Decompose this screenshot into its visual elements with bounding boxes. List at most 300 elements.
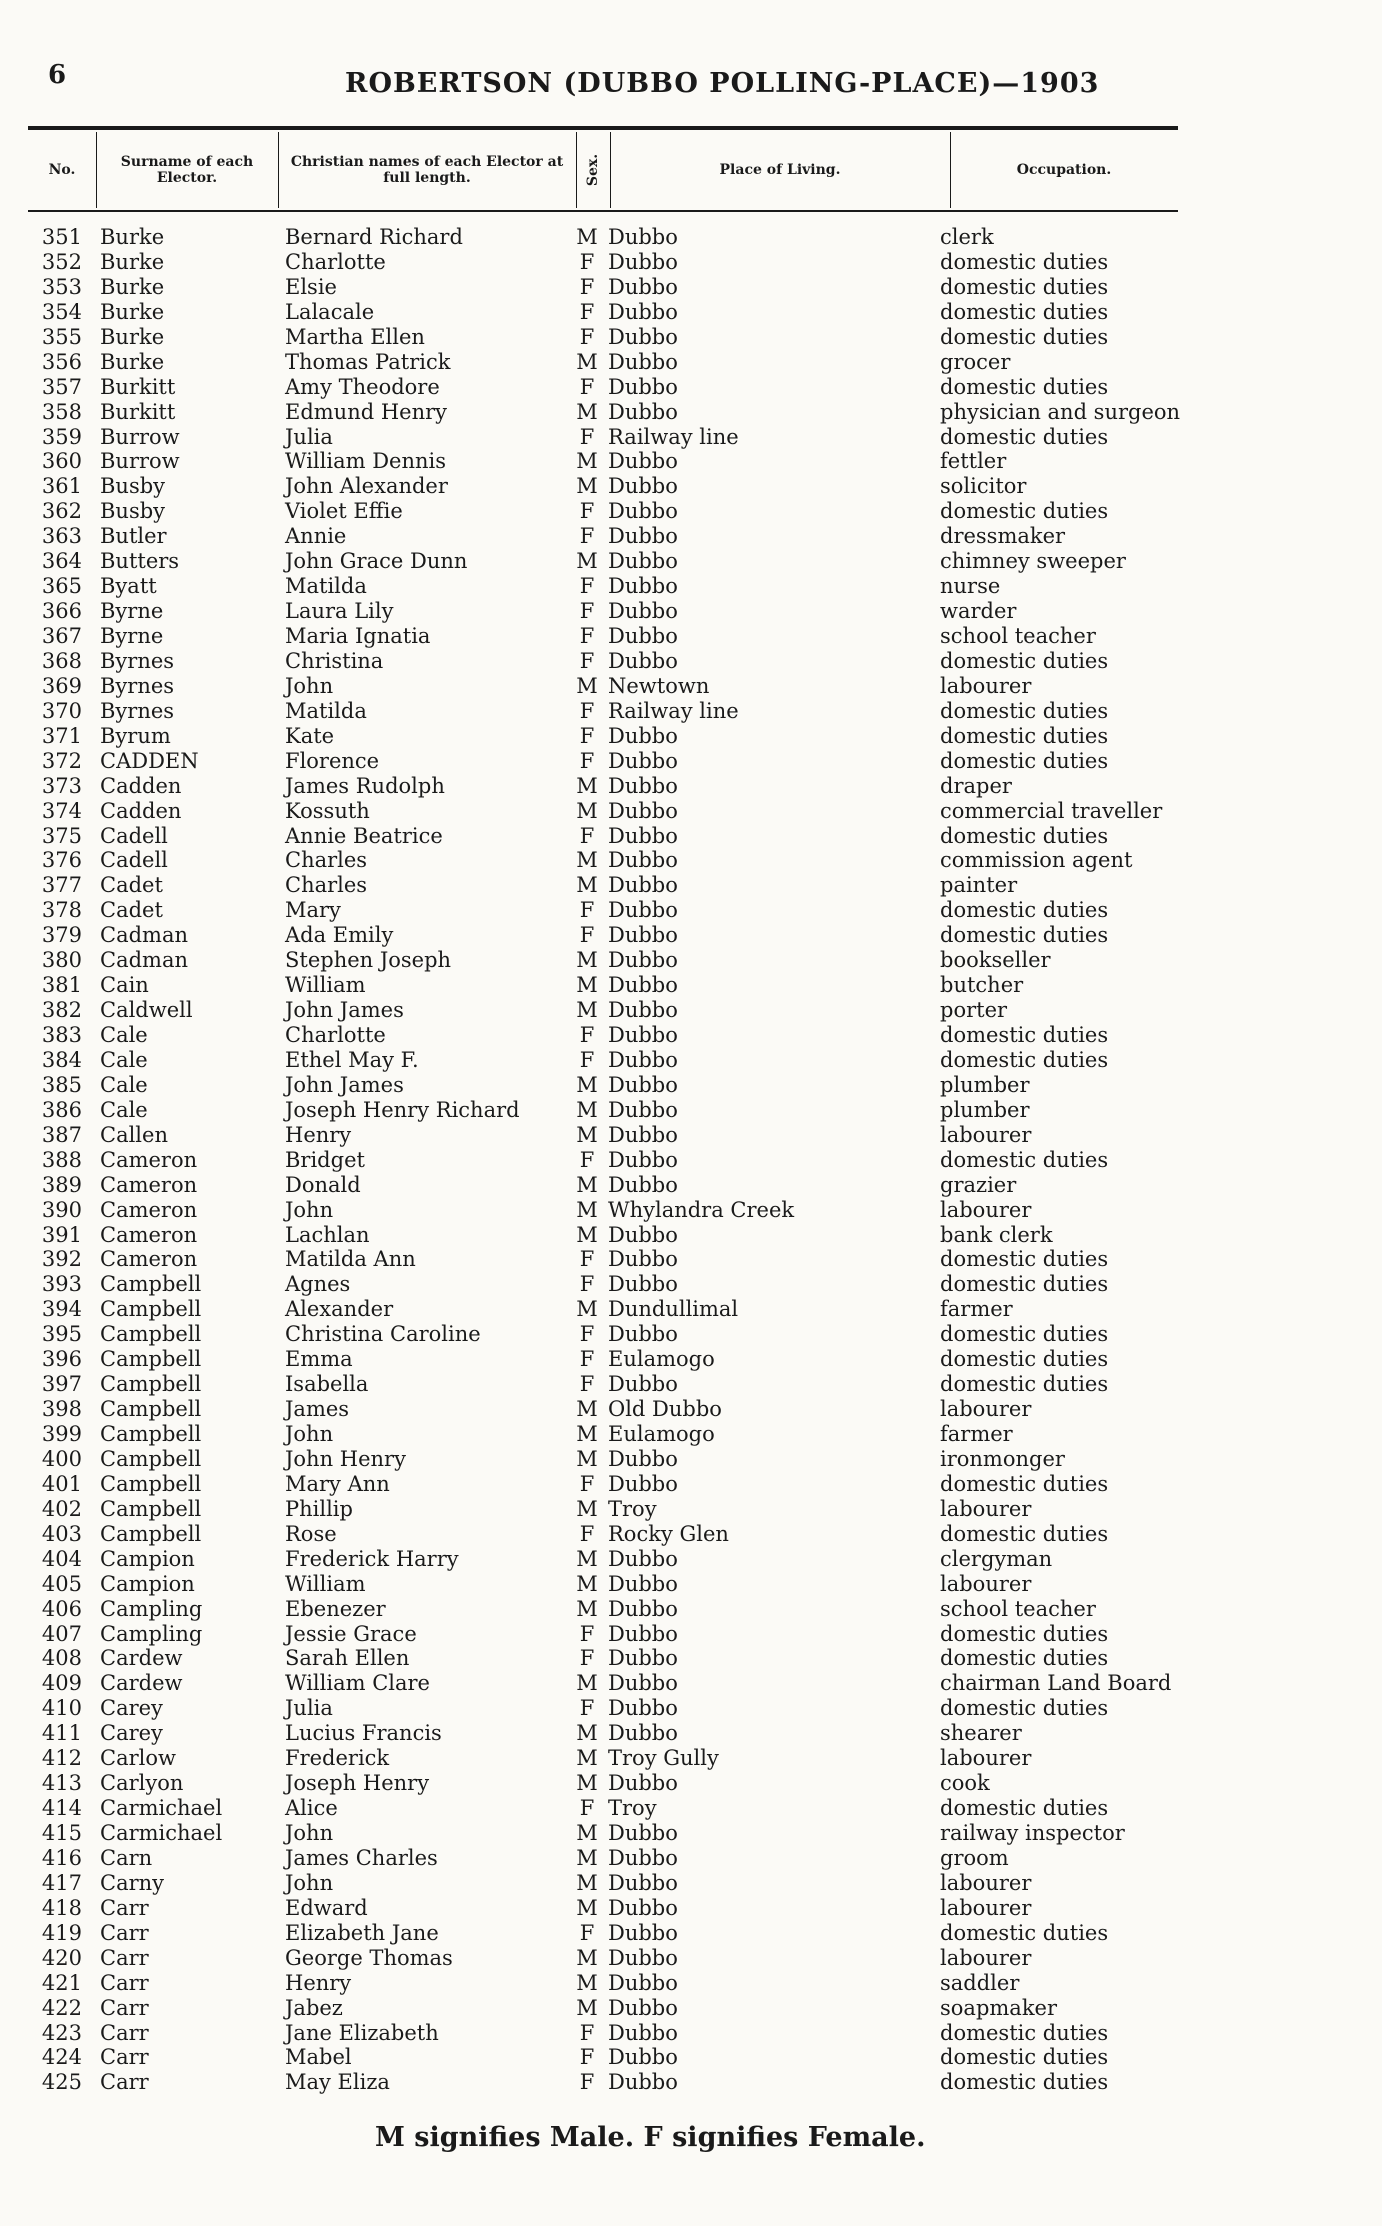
elector-christian-names: William [285,973,366,998]
table-row [0,923,1382,948]
header-sex-label: Sex. [584,153,601,187]
table-row [0,375,1382,400]
elector-surname: Carey [100,1696,163,1721]
elector-sex: M [576,1446,598,1471]
elector-occupation: plumber [940,1097,1030,1122]
elector-occupation: commission agent [940,848,1133,873]
elector-christian-names: Violet Effie [285,499,403,524]
elector-surname: Cadman [100,948,188,973]
elector-occupation: labourer [940,1571,1032,1596]
elector-surname: Campbell [100,1422,202,1446]
elector-surname: Carr [100,2045,149,2070]
elector-christian-names: Phillip [285,1496,353,1521]
table-row [0,400,1382,425]
elector-sex: F [579,1372,595,1397]
elector-number: 358 [41,399,82,424]
elector-sex: M [576,1870,598,1895]
elector-occupation: domestic duties [940,1247,1109,1272]
elector-surname: Carn [100,1845,153,1870]
elector-surname: CADDEN [100,748,199,773]
elector-number: 401 [41,1471,82,1496]
elector-christian-names: John [285,1870,334,1895]
elector-number: 379 [41,923,82,948]
elector-place-of-living: Dubbo [608,2070,678,2095]
elector-number: 417 [41,1870,82,1895]
elector-sex: M [576,1122,598,1147]
elector-place-of-living: Dubbo [608,1446,678,1471]
elector-occupation: domestic duties [940,1471,1109,1496]
elector-number: 369 [41,673,82,698]
elector-surname: Burke [100,249,165,274]
elector-occupation: fettler [940,449,1007,474]
elector-place-of-living: Dubbo [608,1920,678,1945]
elector-place-of-living: Dubbo [608,1222,678,1247]
elector-occupation: school teacher [940,1596,1096,1621]
elector-surname: Carlow [100,1746,176,1771]
elector-place-of-living: Dubbo [608,923,678,948]
elector-surname: Carr [100,1970,149,1995]
elector-sex: M [576,1746,598,1771]
elector-place-of-living: Eulamogo [608,1422,715,1446]
table-row [0,1996,1382,2021]
elector-number: 373 [41,773,82,798]
elector-number: 399 [41,1422,82,1446]
elector-surname: Campbell [100,1272,202,1297]
table-row [0,2021,1382,2046]
elector-place-of-living: Dubbo [608,723,678,748]
elector-occupation: domestic duties [940,1521,1109,1546]
elector-place-of-living: Dubbo [608,1247,678,1272]
elector-occupation: domestic duties [940,2045,1109,2070]
elector-occupation: domestic duties [940,1696,1109,1721]
header-rule [28,210,1178,212]
table-row [0,998,1382,1023]
elector-christian-names: James Rudolph [285,773,445,798]
elector-surname: Butters [100,549,180,574]
elector-place-of-living: Troy [608,1496,657,1521]
elector-sex: M [576,474,598,499]
elector-occupation: clergyman [940,1546,1053,1571]
elector-surname: Campbell [100,1496,202,1521]
elector-place-of-living: Dubbo [608,1721,678,1746]
elector-surname: Carr [100,1895,149,1920]
elector-surname: Burrow [100,449,180,474]
top-rule [28,126,1178,130]
elector-occupation: domestic duties [940,299,1109,324]
elector-sex: F [579,2070,595,2095]
elector-surname: Carr [100,1920,149,1945]
elector-occupation: labourer [940,1122,1032,1147]
elector-christian-names: Christina Caroline [285,1322,481,1347]
elector-sex: F [579,1646,595,1671]
elector-surname: Byrnes [100,698,175,723]
elector-sex: F [579,723,595,748]
elector-occupation: ironmonger [940,1446,1065,1471]
elector-place-of-living: Troy [608,1796,657,1821]
elector-number: 390 [41,1197,82,1222]
elector-christian-names: Frederick Harry [285,1546,459,1571]
elector-surname: Busby [100,499,166,524]
elector-occupation: dressmaker [940,524,1066,549]
elector-sex: F [579,823,595,848]
elector-place-of-living: Dubbo [608,349,678,374]
elector-place-of-living: Rocky Glen [608,1521,729,1546]
table-row [0,574,1382,599]
elector-occupation: domestic duties [940,2020,1109,2045]
elector-christian-names: John [285,673,334,698]
elector-sex: F [579,1272,595,1297]
elector-number: 366 [41,599,82,624]
elector-number: 376 [41,848,82,873]
elector-christian-names: Jane Elizabeth [285,2020,439,2045]
elector-number: 400 [41,1446,82,1471]
elector-christian-names: William [285,1571,366,1596]
elector-surname: Cadet [100,873,163,898]
elector-number: 418 [41,1895,82,1920]
elector-sex: M [576,1546,598,1571]
elector-christian-names: Martha Ellen [285,324,425,349]
elector-christian-names: Annie [285,524,347,549]
table-row [0,1846,1382,1871]
elector-number: 351 [41,225,82,249]
elector-sex: F [579,249,595,274]
elector-occupation: domestic duties [940,1646,1109,1671]
elector-number: 368 [41,648,82,673]
elector-sex: M [576,1571,598,1596]
elector-occupation: chairman Land Board [940,1671,1172,1696]
elector-christian-names: Ada Emily [285,923,394,948]
elector-occupation: labourer [940,1397,1032,1422]
table-row [0,1422,1382,1447]
elector-occupation: shearer [940,1721,1022,1746]
elector-surname: Carlyon [100,1771,184,1796]
elector-surname: Burkitt [100,399,176,424]
elector-occupation: labourer [940,1746,1032,1771]
elector-christian-names: Elizabeth Jane [285,1920,439,1945]
elector-christian-names: John James [285,1072,404,1097]
elector-number: 367 [41,624,82,648]
table-row [0,1646,1382,1671]
table-row [0,1297,1382,1322]
elector-occupation: draper [940,773,1012,798]
elector-place-of-living: Dubbo [608,1147,678,1172]
elector-occupation: domestic duties [940,748,1109,773]
elector-place-of-living: Dubbo [608,1471,678,1496]
elector-christian-names: Matilda [285,574,367,599]
elector-christian-names: Donald [285,1172,361,1197]
elector-occupation: domestic duties [940,1621,1109,1646]
elector-place-of-living: Dubbo [608,1646,678,1671]
table-row [0,1123,1382,1148]
elector-sex: F [579,1796,595,1821]
elector-christian-names: Alice [285,1796,338,1821]
table-row [0,2045,1382,2070]
table-row [0,1871,1382,1896]
elector-place-of-living: Dubbo [608,1995,678,2020]
elector-occupation: solicitor [940,474,1027,499]
elector-christian-names: Amy Theodore [285,374,440,399]
elector-christian-names: Matilda [285,698,367,723]
elector-occupation: saddler [940,1970,1020,1995]
elector-christian-names: John James [285,998,404,1023]
elector-number: 365 [41,574,82,599]
elector-place-of-living: Dubbo [608,1097,678,1122]
elector-occupation: domestic duties [940,648,1109,673]
elector-number: 378 [41,898,82,923]
elector-number: 403 [41,1521,82,1546]
elector-place-of-living: Railway line [608,698,739,723]
elector-sex: M [576,1097,598,1122]
table-row [0,2070,1382,2095]
elector-place-of-living: Dubbo [608,848,678,873]
elector-sex: F [579,1247,595,1272]
elector-occupation: labourer [940,1895,1032,1920]
elector-occupation: domestic duties [940,1920,1109,1945]
elector-sex: F [579,748,595,773]
table-row [0,1572,1382,1597]
elector-occupation: domestic duties [940,898,1109,923]
elector-christian-names: John Henry [285,1446,406,1471]
elector-number: 383 [41,1023,82,1047]
table-row [0,425,1382,450]
elector-occupation: labourer [940,1945,1032,1970]
elector-occupation: domestic duties [940,1347,1109,1372]
elector-christian-names: Henry [285,1970,352,1995]
elector-christian-names: George Thomas [285,1945,453,1970]
elector-surname: Campion [100,1571,195,1596]
elector-occupation: domestic duties [940,1796,1109,1821]
elector-christian-names: Lalacale [285,299,375,324]
elector-christian-names: Thomas Patrick [285,349,451,374]
elector-christian-names: Henry [285,1122,352,1147]
elector-number: 415 [41,1821,82,1845]
elector-sex: F [579,624,595,648]
elector-christian-names: Mabel [285,2045,352,2070]
elector-sex: F [579,324,595,349]
table-row [0,1322,1382,1347]
elector-number: 405 [41,1571,82,1596]
table-row [0,724,1382,749]
elector-surname: Cain [100,973,149,998]
elector-place-of-living: Dubbo [608,1821,678,1845]
elector-surname: Campbell [100,1397,202,1422]
elector-number: 396 [41,1347,82,1372]
elector-number: 387 [41,1122,82,1147]
elector-number: 371 [41,723,82,748]
elector-christian-names: William Clare [285,1671,430,1696]
elector-christian-names: Julia [285,424,333,449]
elector-number: 408 [41,1646,82,1671]
elector-number: 355 [41,324,82,349]
elector-number: 388 [41,1147,82,1172]
table-row [0,1796,1382,1821]
elector-christian-names: Jessie Grace [285,1621,417,1646]
elector-occupation: warder [940,599,1017,624]
elector-place-of-living: Dubbo [608,324,678,349]
elector-surname: Campbell [100,1471,202,1496]
elector-place-of-living: Dundullimal [608,1297,739,1322]
elector-sex: F [579,374,595,399]
table-row [0,1721,1382,1746]
table-row [0,1821,1382,1846]
table-row [0,1896,1382,1921]
table-row [0,1048,1382,1073]
elector-place-of-living: Dubbo [608,499,678,524]
elector-sex: F [579,424,595,449]
elector-surname: Butler [100,524,167,549]
table-row [0,948,1382,973]
elector-sex: M [576,873,598,898]
elector-number: 385 [41,1072,82,1097]
elector-occupation: grocer [940,349,1011,374]
elector-number: 404 [41,1546,82,1571]
elector-number: 416 [41,1845,82,1870]
elector-sex: F [579,1147,595,1172]
elector-number: 407 [41,1621,82,1646]
elector-christian-names: John [285,1197,334,1222]
elector-sex: F [579,574,595,599]
elector-surname: Campbell [100,1521,202,1546]
footer-note: M signifies Male. F signifies Female. [375,2122,926,2153]
elector-christian-names: Isabella [285,1372,369,1397]
elector-occupation: domestic duties [940,1147,1109,1172]
elector-surname: Campion [100,1546,195,1571]
table-row [0,799,1382,824]
elector-number: 375 [41,823,82,848]
elector-number: 402 [41,1496,82,1521]
header-surname: Surname of each Elector. [96,132,279,208]
elector-sex: M [576,1995,598,2020]
elector-sex: M [576,1821,598,1845]
elector-place-of-living: Dubbo [608,624,678,648]
elector-surname: Callen [100,1122,168,1147]
elector-occupation: labourer [940,1496,1032,1521]
elector-christian-names: Christina [285,648,384,673]
elector-occupation: bank clerk [940,1222,1053,1247]
table-row [0,275,1382,300]
elector-place-of-living: Dubbo [608,1072,678,1097]
elector-place-of-living: Eulamogo [608,1347,715,1372]
elector-place-of-living: Dubbo [608,1122,678,1147]
elector-number: 424 [41,2045,82,2070]
table-row [0,873,1382,898]
elector-surname: Campling [100,1596,203,1621]
elector-surname: Cale [100,1023,148,1047]
elector-christian-names: Lachlan [285,1222,370,1247]
elector-christian-names: John Alexander [285,474,448,499]
table-row [0,1447,1382,1472]
elector-sex: M [576,773,598,798]
elector-number: 353 [41,274,82,299]
elector-sex: M [576,1596,598,1621]
elector-sex: F [579,1347,595,1372]
elector-sex: M [576,399,598,424]
elector-occupation: domestic duties [940,274,1109,299]
elector-sex: M [576,1397,598,1422]
elector-occupation: domestic duties [940,923,1109,948]
elector-christian-names: Joseph Henry [285,1771,430,1796]
elector-occupation: groom [940,1845,1009,1870]
elector-place-of-living: Dubbo [608,1272,678,1297]
elector-place-of-living: Newtown [608,673,710,698]
elector-sex: F [579,299,595,324]
column-header-row [28,132,1178,208]
elector-sex: F [579,698,595,723]
elector-sex: F [579,524,595,549]
elector-place-of-living: Dubbo [608,1023,678,1047]
elector-christian-names: James [285,1397,350,1422]
elector-number: 413 [41,1771,82,1796]
elector-surname: Cadden [100,798,182,823]
elector-number: 377 [41,873,82,898]
elector-place-of-living: Dubbo [608,449,678,474]
table-row [0,449,1382,474]
elector-sex: F [579,1920,595,1945]
elector-christian-names: James Charles [285,1845,438,1870]
elector-sex: M [576,1721,598,1746]
elector-sex: M [576,349,598,374]
elector-place-of-living: Dubbo [608,374,678,399]
elector-surname: Carr [100,2020,149,2045]
elector-sex: M [576,1671,598,1696]
elector-place-of-living: Dubbo [608,524,678,549]
table-row [0,1372,1382,1397]
elector-place-of-living: Dubbo [608,1047,678,1072]
elector-occupation: nurse [940,574,1001,599]
elector-christian-names: Rose [285,1521,337,1546]
table-row [0,1622,1382,1647]
elector-number: 372 [41,748,82,773]
elector-place-of-living: Dubbo [608,599,678,624]
elector-surname: Byrnes [100,648,175,673]
elector-surname: Cameron [100,1247,198,1272]
header-no: No. [28,132,97,208]
table-row [0,1946,1382,1971]
elector-occupation: porter [940,998,1008,1023]
elector-number: 374 [41,798,82,823]
elector-place-of-living: Old Dubbo [608,1397,722,1422]
elector-occupation: domestic duties [940,1023,1109,1047]
elector-number: 359 [41,424,82,449]
elector-occupation: cook [940,1771,990,1796]
elector-number: 389 [41,1172,82,1197]
elector-number: 411 [41,1721,82,1746]
elector-surname: Cardew [100,1671,183,1696]
table-row [0,1696,1382,1721]
elector-surname: Carr [100,2070,149,2095]
elector-surname: Burke [100,299,165,324]
elector-place-of-living: Dubbo [608,1696,678,1721]
elector-number: 425 [41,2070,82,2095]
elector-sex: M [576,1072,598,1097]
elector-sex: M [576,1297,598,1322]
elector-surname: Cardew [100,1646,183,1671]
elector-number: 414 [41,1796,82,1821]
elector-sex: F [579,1621,595,1646]
elector-place-of-living: Dubbo [608,549,678,574]
elector-number: 357 [41,374,82,399]
table-row [0,1173,1382,1198]
elector-christian-names: Laura Lily [285,599,394,624]
elector-christian-names: Bernard Richard [285,225,463,249]
table-row [0,524,1382,549]
elector-surname: Cameron [100,1222,198,1247]
elector-christian-names: Frederick [285,1746,390,1771]
elector-place-of-living: Dubbo [608,399,678,424]
elector-christian-names: Florence [285,748,380,773]
table-row [0,1597,1382,1622]
elector-occupation: domestic duties [940,1047,1109,1072]
